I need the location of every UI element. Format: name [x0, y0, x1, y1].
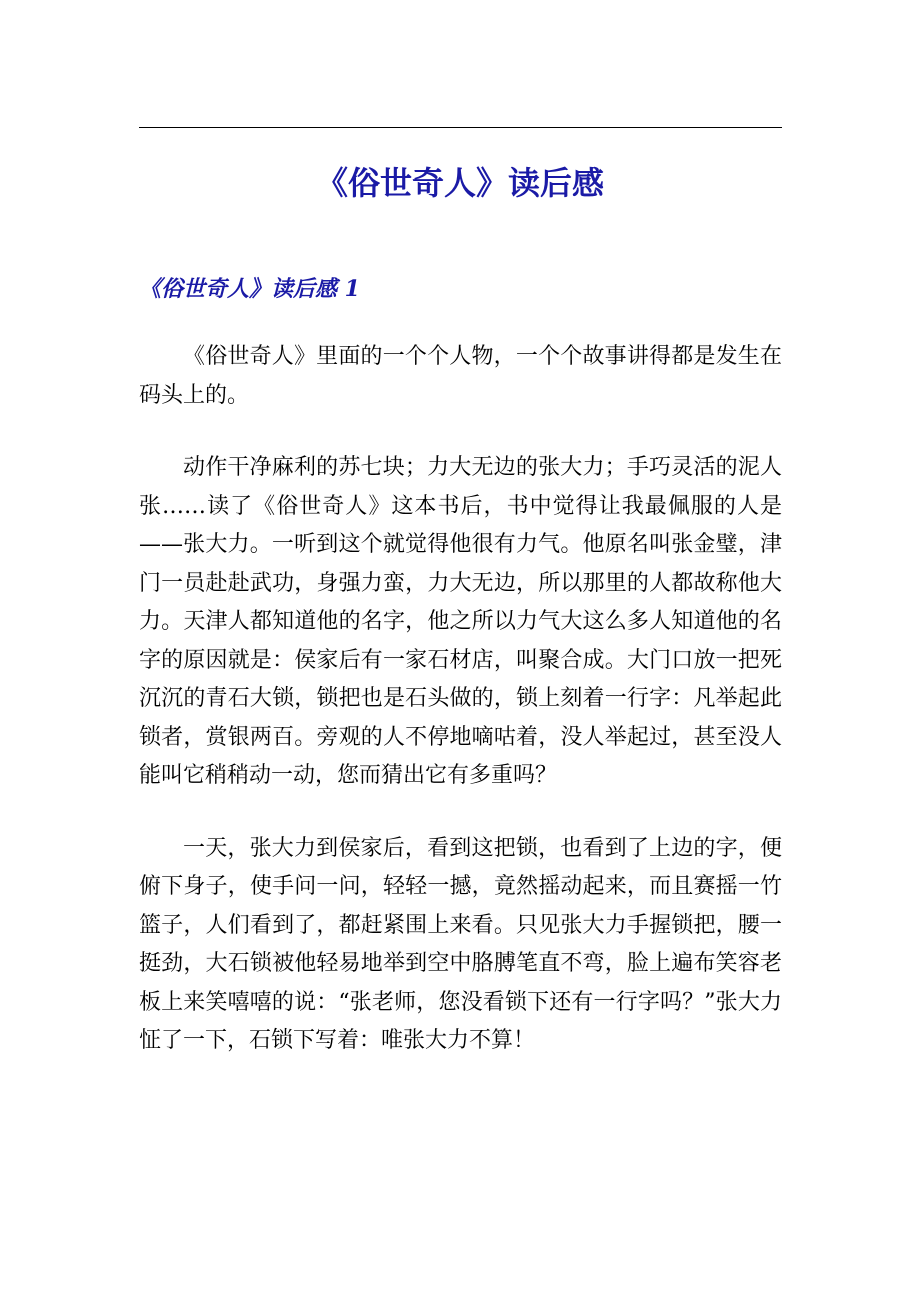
header-rule: [139, 127, 782, 128]
body-text: [139, 338, 782, 1095]
paragraph-3: 一天，张大力到侯家后，看到这把锁，也看到了上边的字，便俯下身子，使手问一问，轻轻一撼，竟然摇动起来，而且赛摇一竹篮子，人们看到了，都赶紧围上来看。只见张大力手握锁把，腰一挺劲，大石锁被他轻易地举到空中胳膊笔直不弯，脸上遍布笑容老板上来笑嘻嘻的说：“张老师，您没看锁下还有一行字吗？”张大力怔了一下，石锁下写着：唯张大力不算！: [139, 835, 782, 1053]
document-title: 《俗世奇人》读后感: [315, 164, 604, 202]
paragraph-1: 《俗世奇人》里面的一个个人物，一个个故事讲得都是发生在码头上的。: [139, 344, 782, 408]
section-heading: 《俗世奇人》读后感 1: [139, 276, 360, 302]
paragraph-2: 动作干净麻利的苏七块；力大无边的张大力；手巧灵活的泥人张……读了《俗世奇人》这本书后，书中觉得让我最佩服的人是——张大力。一听到这个就觉得他很有力气。他原名叫张金璧，津门一员赴赴武功，身强力蛮，力大无边，所以那里的人都故称他大力。天津人都知道他的名字，他之所以力气大这么多人知道他的名字的原因就是：侯家后有一家石材店，叫聚合成。大门口放一把死沉沉的青石大锁，锁把也是石头做的，锁上刻着一行字：凡举起此锁者，赏银两百。旁观的人不停地嘀咕着，没人举起过，甚至没人能叫它稍稍动一动，您而猜出它有多重吗？: [139, 455, 782, 788]
